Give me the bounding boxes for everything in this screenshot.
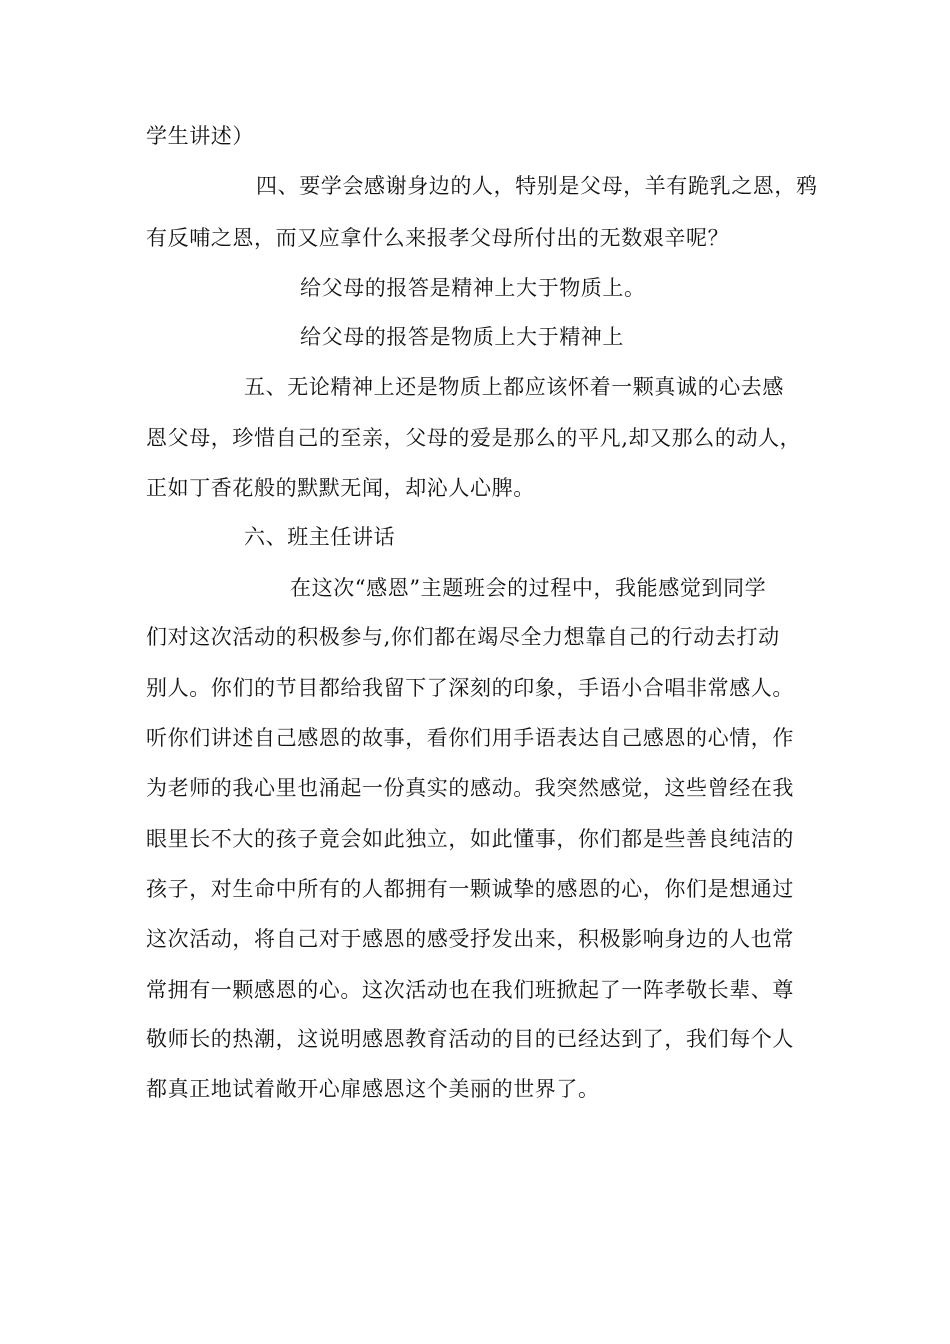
paragraph-line: 在这次“感恩”主题班会的过程中，我能感觉到同学 <box>290 576 767 600</box>
section-4-text: 有反哺之恩，而又应拿什么来报孝父母所付出的无数艰辛呢？ <box>146 226 730 250</box>
paragraph-line: 常拥有一颗感恩的心。这次活动也在我们班掀起了一阵孝敬长辈、尊 <box>146 978 794 1002</box>
paragraph-line: 都真正地试着敞开心扉感恩这个美丽的世界了。 <box>146 1077 600 1101</box>
section-5-text: 恩父母，珍惜自己的至亲，父母的爱是那么的平凡,却又那么的动人， <box>146 426 802 450</box>
paragraph-line: 敬师长的热潮，这说明感恩教育活动的目的已经达到了，我们每个人 <box>146 1027 794 1051</box>
paragraph-line: 听你们讲述自己感恩的故事，看你们用手语表达自己感恩的心情，作 <box>146 726 794 750</box>
paragraph-line: 这次活动，将自己对于感恩的感受抒发出来，积极影响身边的人也常 <box>146 927 794 951</box>
option-text: 给父母的报答是物质上大于精神上 <box>300 325 624 349</box>
paragraph-line: 们对这次活动的积极参与,你们都在竭尽全力想靠自己的行动去打动 <box>146 625 780 649</box>
section-4-text: 四、要学会感谢身边的人，特别是父母，羊有跪乳之恩，鸦 <box>256 174 818 198</box>
paragraph-line: 孩子，对生命中所有的人都拥有一颗诚挚的感恩的心，你们是想通过 <box>146 877 794 901</box>
section-6-heading: 六、班主任讲话 <box>244 525 396 549</box>
option-text: 给父母的报答是精神上大于物质上。 <box>300 276 646 300</box>
paragraph-line: 为老师的我心里也涌起一份真实的感动。我突然感觉，这些曾经在我 <box>146 776 794 800</box>
continuation-text: 学生讲述） <box>146 124 254 148</box>
paragraph-line: 别人。你们的节目都给我留下了深刻的印象，手语小合唱非常感人。 <box>146 676 794 700</box>
section-5-text: 正如丁香花般的默默无闻，却沁人心脾。 <box>146 476 535 500</box>
section-5-text: 五、无论精神上还是物质上都应该怀着一颗真诚的心去感 <box>244 375 784 399</box>
paragraph-line: 眼里长不大的孩子竟会如此独立，如此懂事，你们都是些善良纯洁的 <box>146 827 794 851</box>
